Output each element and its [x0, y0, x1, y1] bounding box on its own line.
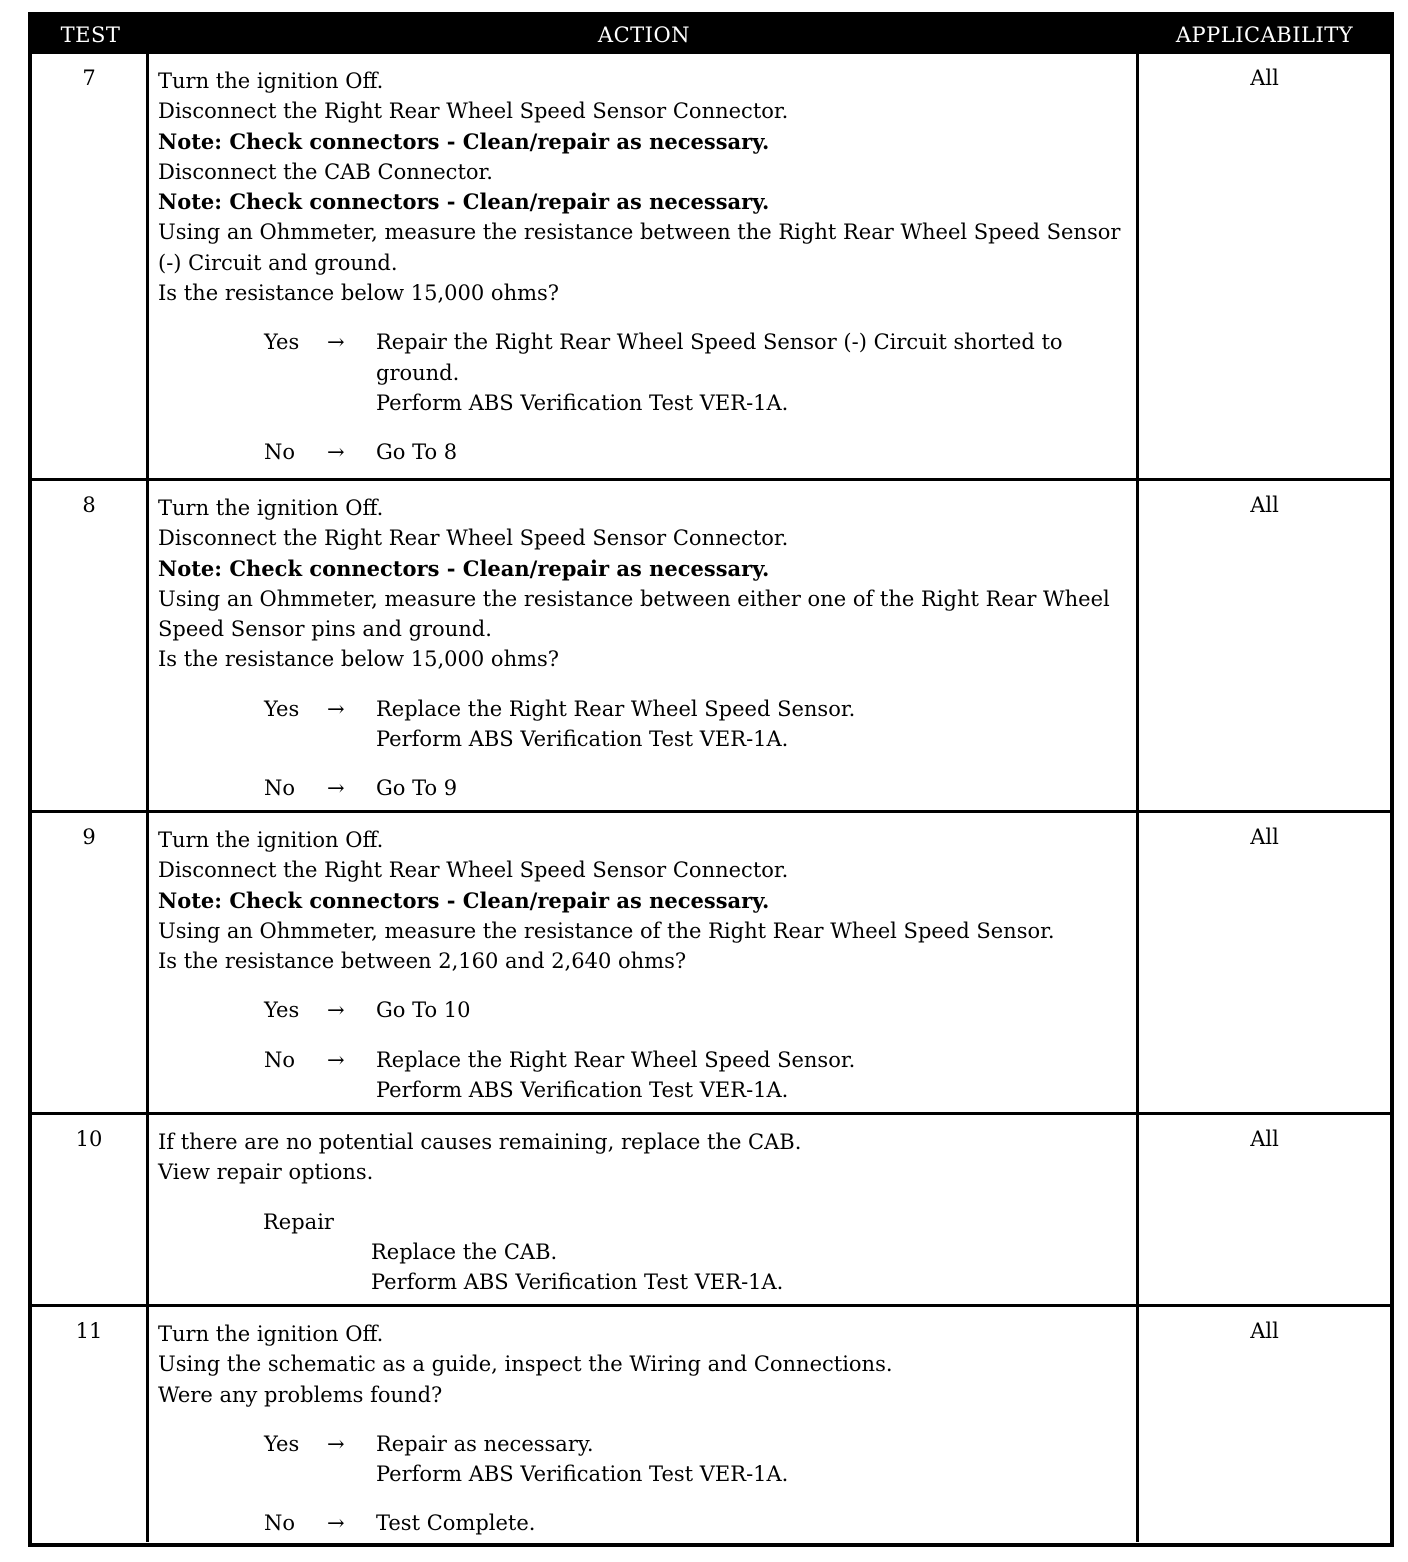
right-arrow-icon: →: [327, 1511, 345, 1536]
applicability-value: All: [1250, 66, 1279, 90]
branch-result-line: Repair the Right Rear Wheel Speed Sensor (-) Circuit shorted to ground.: [376, 330, 1063, 385]
branch-label: Yes: [264, 998, 300, 1023]
repair-line: Replace the CAB.: [371, 1239, 558, 1264]
branch-result: [376, 437, 1128, 467]
step-text: Disconnect the CAB Connector.: [158, 159, 493, 184]
repair-label: Repair: [263, 1209, 334, 1234]
repair-line: Perform ABS Verification Test VER-1A.: [371, 1270, 784, 1295]
branch-result-line: Go To 9: [376, 776, 458, 801]
branch-result: [376, 1508, 1128, 1538]
step-text: If there are no potential causes remaining, replace the CAB.: [158, 1130, 802, 1154]
table-row: [32, 1112, 1390, 1304]
branch-result-line: Perform ABS Verification Test VER-1A.: [376, 727, 789, 752]
branch-yes: [158, 995, 1128, 1025]
header-applicability: APPLICABILITY: [1175, 23, 1354, 47]
branch-yes: [158, 1429, 1128, 1490]
branch-result-line: Repair as necessary.: [376, 1431, 594, 1456]
table-row: [32, 54, 1390, 478]
branch-label: Yes: [264, 696, 300, 721]
branch-result: [376, 1045, 1128, 1106]
branch-yes: [158, 327, 1128, 418]
right-arrow-icon: →: [327, 776, 345, 801]
step-text: Using an Ohmmeter, measure the resistance of the Right Rear Wheel Speed Sensor.: [158, 918, 1055, 943]
step-text: Disconnect the Right Rear Wheel Speed Sensor Connector.: [158, 526, 789, 551]
table-header: [32, 16, 1390, 54]
branch-result-line: Perform ABS Verification Test VER-1A.: [376, 390, 789, 415]
header-action: ACTION: [597, 23, 691, 47]
branch-label: No: [264, 1511, 296, 1536]
branch-result-line: Perform ABS Verification Test VER-1A.: [376, 1462, 789, 1487]
table-row: [32, 810, 1390, 1112]
step-text: View repair options.: [158, 1160, 374, 1185]
branch-label: Yes: [264, 330, 300, 355]
action-cell: [149, 54, 1139, 478]
header-test: TEST: [60, 23, 121, 47]
applicability-value: All: [1250, 1127, 1279, 1151]
branch-no: [158, 437, 1128, 467]
branch-result-line: Replace the Right Rear Wheel Speed Sensor.: [376, 1047, 856, 1072]
step-text: Turn the ignition Off.: [158, 69, 384, 93]
test-number: 9: [32, 813, 149, 1112]
step-text: Is the resistance below 15,000 ohms?: [158, 281, 560, 306]
step-text: Turn the ignition Off.: [158, 828, 384, 852]
table-body: [32, 54, 1390, 1542]
test-number: 11: [32, 1307, 149, 1542]
step-text: Disconnect the Right Rear Wheel Speed Sensor Connector.: [158, 99, 789, 124]
step-text: Using the schematic as a guide, inspect the Wiring and Connections.: [158, 1352, 893, 1377]
right-arrow-icon: →: [327, 1431, 345, 1456]
applicability-value: All: [1250, 1319, 1279, 1343]
right-arrow-icon: →: [327, 330, 345, 355]
branch-label: Yes: [264, 1431, 300, 1456]
action-cell: [149, 481, 1139, 810]
branch-result-line: Go To 10: [376, 998, 471, 1023]
table-row: [32, 1304, 1390, 1542]
action-cell: [149, 1115, 1139, 1304]
step-text: Is the resistance between 2,160 and 2,640 ohms?: [158, 949, 687, 974]
step-text: Turn the ignition Off.: [158, 496, 384, 520]
test-number: 7: [32, 54, 149, 478]
branch-result: [376, 694, 1128, 755]
diagnostic-test-table: [28, 12, 1394, 1547]
branch-label: No: [264, 1047, 296, 1072]
step-text: Turn the ignition Off.: [158, 1322, 384, 1346]
right-arrow-icon: →: [327, 998, 345, 1023]
note-text: Note: Check connectors - Clean/repair as necessary.: [158, 887, 770, 913]
branch-result-line: Perform ABS Verification Test VER-1A.: [376, 1078, 789, 1103]
step-text: Using an Ohmmeter, measure the resistance between either one of the Right Rear Wheel Speed Sensor pins and ground.: [158, 586, 1110, 642]
step-text: Disconnect the Right Rear Wheel Speed Sensor Connector.: [158, 858, 789, 883]
note-text: Note: Check connectors - Clean/repair as necessary.: [158, 128, 770, 154]
right-arrow-icon: →: [327, 440, 345, 465]
branch-result: [376, 995, 1128, 1025]
step-text: Were any problems found?: [158, 1382, 443, 1407]
step-text: Using an Ohmmeter, measure the resistance between the Right Rear Wheel Speed Sensor (-) Circuit and ground.: [158, 220, 1121, 275]
table-row: [32, 478, 1390, 810]
right-arrow-icon: →: [327, 1047, 345, 1072]
test-number: 10: [32, 1115, 149, 1304]
branch-result: [376, 1429, 1128, 1490]
note-text: Note: Check connectors - Clean/repair as necessary.: [158, 189, 770, 215]
applicability-value: All: [1250, 825, 1279, 849]
right-arrow-icon: →: [327, 696, 345, 721]
action-cell: [149, 1307, 1139, 1542]
branch-result-line: Test Complete.: [376, 1511, 536, 1536]
step-text: Is the resistance below 15,000 ohms?: [158, 647, 560, 672]
branch-result: [376, 327, 1128, 418]
branch-label: No: [264, 440, 296, 465]
branch-label: No: [264, 776, 296, 801]
note-text: Note: Check connectors - Clean/repair as necessary.: [158, 555, 770, 581]
test-number: 8: [32, 481, 149, 810]
branch-no: [158, 1045, 1128, 1106]
branch-yes: [158, 694, 1128, 755]
repair-options: [371, 1237, 1128, 1298]
branch-result: [376, 773, 1128, 803]
branch-no: [158, 1508, 1128, 1538]
branch-no: [158, 773, 1128, 803]
action-cell: [149, 813, 1139, 1112]
branch-result-line: Go To 8: [376, 440, 458, 465]
applicability-value: All: [1250, 493, 1279, 517]
branch-result-line: Replace the Right Rear Wheel Speed Sensor.: [376, 696, 856, 721]
